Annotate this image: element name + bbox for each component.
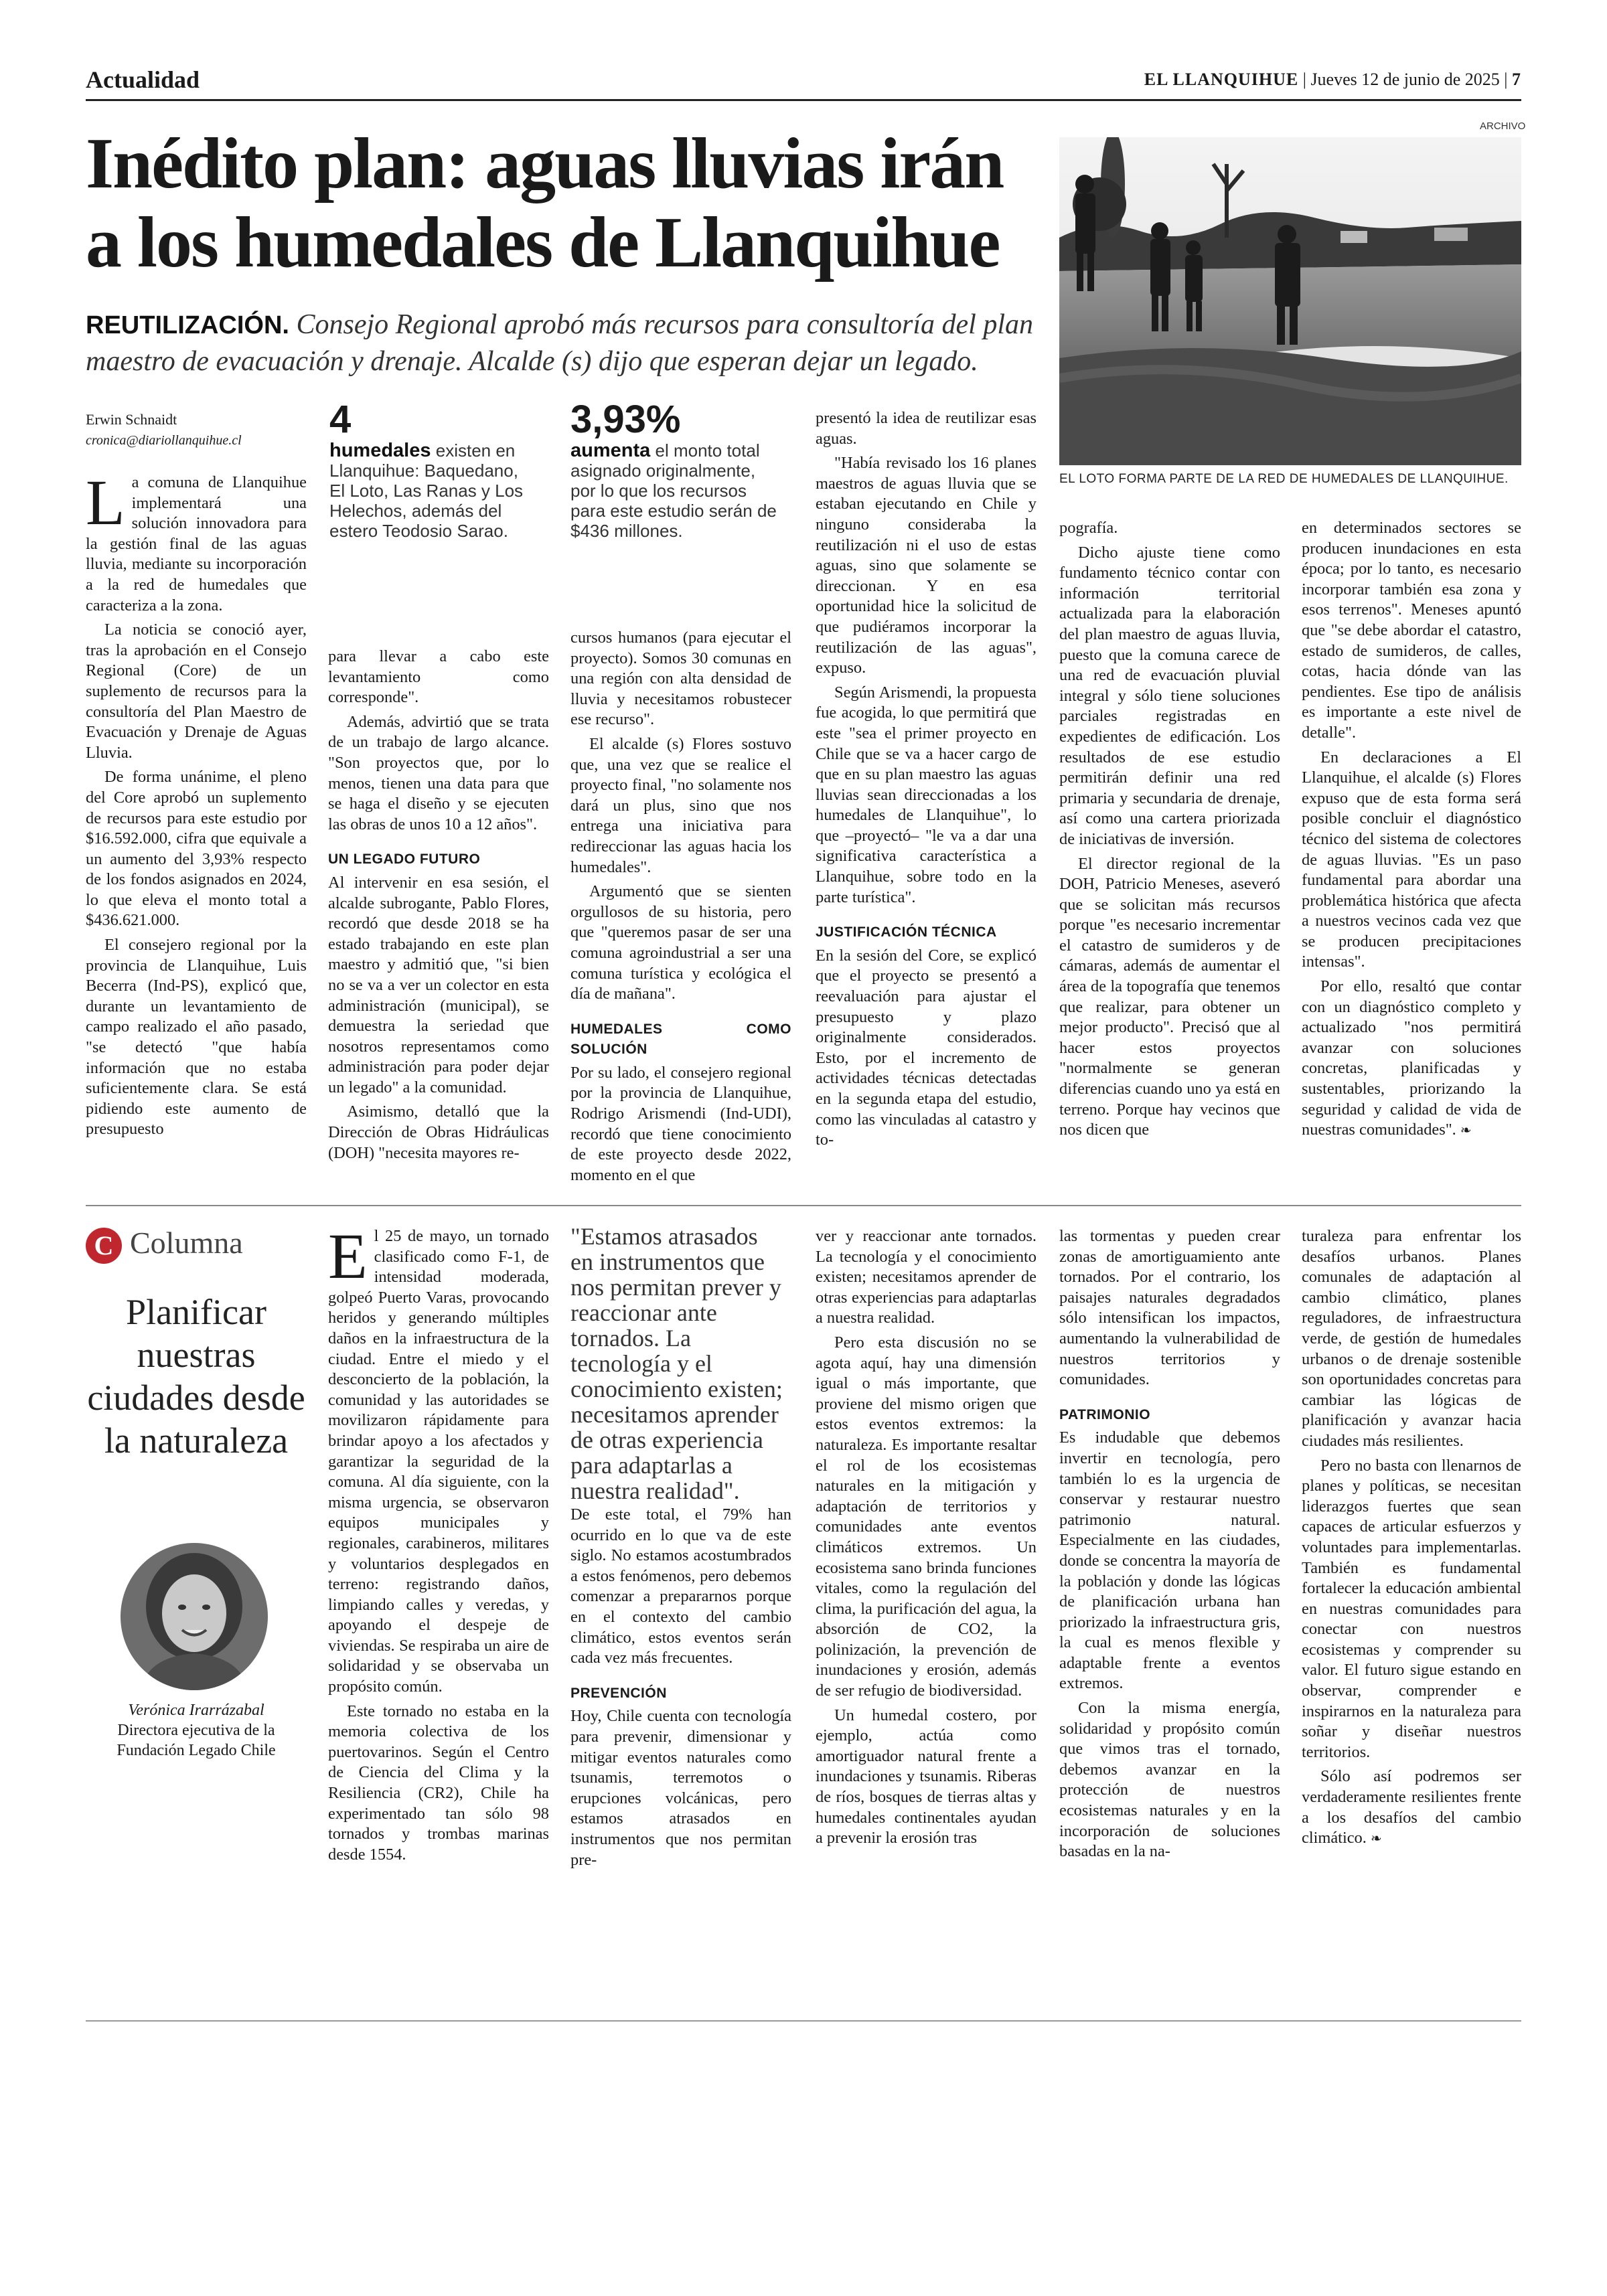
fact-body: el monto total asignado originalmente, por lo que los recursos para este estudio serán de $436 millones. — [570, 440, 777, 541]
article-column-2 — [328, 647, 549, 1167]
paper-name: EL LLANQUIHUE — [1144, 70, 1299, 89]
subhead: PREVENCIÓN — [570, 1685, 667, 1701]
fact-number: 4 — [329, 398, 352, 441]
article-column-5 — [1059, 518, 1280, 1145]
paragraph: para llevar a cabo este levantamiento como corresponde". — [328, 647, 549, 707]
paragraph: Además, advirtió que se trata de un trabajo de largo alcance. "Son proyectos que, por lo menos, tienen una data para que se haga el diseño y se ejecuten las obras de unos 10 a 12 años". — [328, 712, 549, 833]
lead-paragraph — [328, 1220, 549, 1698]
paragraph: Argumentó que se sienten orgullosos de su historia, pero que "queremos pasar de ser una comuna agroindustrial a ser una comuna turística y ecológica el día de mañana". — [570, 882, 791, 1003]
author-avatar — [121, 1543, 268, 1690]
article-column-6 — [1302, 518, 1521, 1145]
paragraph: Hoy, Chile cuenta con tecnología para prevenir, dimensionar y mitigar eventos naturales como tsunamis, terremotos o erupciones volcánicas, pero estamos atrasados en instrumentos que nos permitan pre- — [570, 1707, 791, 1869]
paragraph: en determinados sectores se producen inundaciones en esta época; por lo tanto, es necesario incorporar también esa zona y esos terrenos". Meneses apuntó que "se debe abordar el catastro, estado de sumideros, de calles, cotas, hacia dónde van las pendientes. Ese tipo de análisis es importante a este nivel de detalle". — [1302, 519, 1521, 742]
paragraph: Pero no basta con llenarnos de planes y políticas, se necesitan liderazgos fuertes que sean capaces de articular esfuerzos y voluntades para implementarlas. También es fundamental fortalecer la educación ambiental en nuestras comunidades para conectar con nuestros ecosistemas y comprender su valor. El futuro sigue estando en observar, comprender e inspirarnos en la naturaleza para soñar y diseñar nuestros territorios. — [1302, 1456, 1521, 1761]
fact-box-2 — [570, 399, 778, 541]
paragraph-text: Sólo así podremos ser verdaderamente resilientes frente a los desafíos del cambio climático. — [1302, 1767, 1521, 1848]
paragraph: presentó la idea de reutilizar esas aguas. — [816, 409, 1037, 448]
end-mark-icon: ❧ — [1370, 1830, 1382, 1847]
section-divider — [86, 1205, 1521, 1206]
fact-box-1 — [329, 399, 537, 541]
photo-caption: EL LOTO FORMA PARTE DE LA RED DE HUMEDALES DE LLANQUIHUE. — [1059, 472, 1509, 486]
photo-credit: ARCHIVO — [1480, 120, 1526, 132]
paragraph: Con la misma energía, solidaridad y propósito común que vimos tras el tornado, debemos avanzar en la protección de nuestros ecosistemas naturales y en la incorporación de soluciones basadas en la na- — [1059, 1699, 1280, 1861]
paragraph: ver y reaccionar ante tornados. La tecnología y el conocimiento existen; necesitamos aprender de otras experiencias para adaptarlas a nuestra realidad. — [816, 1227, 1037, 1327]
issue-date: Jueves 12 de junio de 2025 — [1310, 70, 1500, 89]
byline-name: Erwin Schnaidt — [86, 411, 177, 428]
column-title: Planificar nuestras ciudades desde la naturaleza — [87, 1292, 305, 1461]
fact-text — [329, 440, 537, 541]
author-name: Verónica Irarrázabal — [128, 1702, 264, 1719]
paragraph-text: a comuna de Llanquihue implementará una solución innovadora para la gestión final de las aguas lluvia, mediante su incorporación a la red de humedales que caracteriza a la zona. — [86, 473, 307, 614]
paragraph: Por su lado, el consejero regional por la provincia de Llanquihue, Rodrigo Arismendi (Ind-UDI), recordó que tiene conocimiento de este proyecto desde 2022, momento en el que — [570, 1063, 791, 1184]
paragraph: Es indudable que debemos invertir en tecnología, pero también lo es la urgencia de conservar y restaurar nuestro patrimonio natural. Especialmente en las ciudades, donde se concentra la mayoría de la población y donde las lógicas de planificación urbana han priorizado la infraestructura gris, la cual es menos flexible y adaptable frente a eventos extremos. — [1059, 1428, 1280, 1693]
author-role: Directora ejecutiva de la Fundación Legado Chile — [117, 1722, 276, 1759]
subhead: JUSTIFICACIÓN TÉCNICA — [816, 924, 997, 940]
paragraph: El alcalde (s) Flores sostuvo que, una vez que se realice el proyecto final, "no solamente nos dará un plus, sino que nos entrega una iniciativa para redireccionar las aguas hacia los humedales". — [570, 734, 791, 876]
column-col-5 — [1302, 1226, 1521, 1853]
paragraph: Este tornado no estaba en la memoria colectiva de los puertovarinos. Según el Centro de Ciencia del Clima y la Resiliencia (CR2), Chile ha experimentado tan sólo 98 tornados y trombas marinas desde 1554. — [328, 1702, 549, 1864]
end-mark-icon: ❧ — [1460, 1122, 1472, 1139]
fact-number: 3,93% — [570, 398, 681, 441]
subhead: UN LEGADO FUTURO — [328, 851, 481, 868]
paragraph — [1302, 977, 1521, 1141]
fact-lead: aumenta — [570, 440, 651, 461]
header-rule — [86, 99, 1521, 101]
footer-rule — [86, 2020, 1521, 2022]
column-col-4 — [1059, 1226, 1280, 1866]
paragraph-text: Por ello, resaltó que contar con un diagnóstico completo y actualizado "nos permitirá avanzar con soluciones concretas, planificadas y sustentables, priorizando la seguridad y calidad de vida de nuestras comunidades". — [1302, 977, 1521, 1139]
paragraph: Pero esta discusión no se agota aquí, hay una dimensión igual o más importante, que proviene del mismo origen que estos eventos extremos: la naturaleza. Es importante resaltar el rol de los ecosistemas naturales en la mitigación y adaptación de territorios y comunidades ante eventos climáticos extremos. Un ecosistema sano brinda funciones vitales, como la regulación del clima, la purificación del agua, la absorción de CO2, la polinización, la prevención de inundaciones y erosión, además de ser refugio de biodiversidad. — [816, 1333, 1037, 1700]
headline: Inédito plan: aguas lluvias irán a los humedales de Llanquihue — [86, 124, 1004, 282]
paragraph: De este total, el 79% han ocurrido en lo que va de este siglo. No estamos acostumbrados a estos fenómenos, pero debemos comenzar a prepararnos porque en el contexto del cambio climático, estos eventos serán cada vez más frecuentes. — [570, 1505, 791, 1667]
column-col-2 — [570, 1505, 791, 1874]
paragraph — [1302, 1767, 1521, 1848]
masthead-sep: | — [1504, 70, 1512, 89]
column-label-text: Columna — [130, 1226, 243, 1260]
paragraph-text: l 25 de mayo, un tornado clasificado como F-1, de intensidad moderada, golpeó Puerto Varas, provocando heridos y generando múltiples daños en la infraestructura de la ciudad. Entre el miedo y el desconcierto de la población, la comunidad y las autoridades se movilizaron rápidamente para brindar apoyo a los afectados y garantizar la seguridad de la comuna. Al día siguiente, con la misma urgencia, se observaron equipos municipales y regionales, carabineros, militares y voluntarios desplegados en terreno: registrando daños, limpiando calles y veredas, y apoyando el despeje de viviendas. Se respiraba un aire de solidaridad y se observaba un propósito común. — [328, 1227, 549, 1696]
subhead: HUMEDALES COMO SOLUCIÓN — [570, 1021, 791, 1058]
paragraph: turaleza para enfrentar los desafíos urbanos. Planes comunales de adaptación al cambio climático, planes reguladores, de infraestructura verde, de gestión de humedales urbanos o de drenaje sostenible son oportunidades concretas para cambiar las lógicas de planificación y avanzar hacia ciudades más resilientes. — [1302, 1227, 1521, 1450]
byline-email: cronica@diariollanquihue.cl — [86, 433, 242, 448]
paragraph: El director regional de la DOH, Patricio Meneses, aseveró que se solicitan más recursos porque "es necesario incrementar el catastro de sumideros y de cámaras, además de aumentar el área de la topografía que tenemos que realizar, para obtener un mejor producto". Precisó que al hacer estos proyectos "normalmente se generan diferencias cuando uno ya está en terreno. Porque hay vecinos que nos dicen que — [1059, 854, 1280, 1139]
paragraph: En la sesión del Core, se explicó que el proyecto se presentó a reevaluación para ajustar el presupuesto y plazo originalmente considerados. Esto, por el incremento de actividades técnicas detectadas en la segunda etapa del estudio, como las vinculadas al catastro y to- — [816, 946, 1037, 1149]
masthead-sep: | — [1302, 70, 1311, 89]
paragraph: Al intervenir en esa sesión, el alcalde subrogante, Pablo Flores, recordó que desde 2018 se ha estado trabajando en este plan maestro y admitió que, "si bien no se va a ver un colector en esta administración (municipal), se demuestra la seriedad que nosotros representamos como administración para poder dejar un legado" a la comunidad. — [328, 873, 549, 1096]
paragraph: El consejero regional por la provincia de Llanquihue, Luis Becerra (Ind-PS), explicó que, durante un levantamiento de campo realizado el año pasado, "se detectó "que había información que no estaba suficientemente clara. Se está pidiendo este aumento de presupuesto — [86, 936, 307, 1139]
kicker: REUTILIZACIÓN. — [86, 311, 289, 339]
paragraph: De forma unánime, el pleno del Core aprobó un suplemento de recursos para este estudio por $16.592.000, cifra que equivale a un aumento del 3,93% respecto de los fondos asignados en 2024, lo que eleva el monto total a $436.621.000. — [86, 768, 307, 930]
article-column-1 — [86, 467, 307, 1144]
paragraph: La noticia se conoció ayer, tras la aprobación en el Consejo Regional (Core) de un suplemento de recursos para la consultoría del Plan Maestro de Evacuación y Drenaje de Aguas Lluvia. — [86, 621, 307, 762]
fact-lead: humedales — [329, 440, 431, 461]
deck-text: Consejo Regional aprobó más recursos para consultoría del plan maestro de evacuación y drenaje. Alcalde (s) dijo que esperan dejar un legado. — [86, 309, 1034, 377]
paragraph: Según Arismendi, la propuesta fue acogida, lo que permitirá que este "sea el primer proyecto en Chile que se va a hacer cargo de que en su plan maestro las aguas lluvias sean direccionadas a los humedales de Llanquihue", lo que –proyectó– "le va a dar una significativa característica a Llanquihue, sobre todo en la parte turística". — [816, 683, 1037, 906]
article-column-4 — [816, 408, 1037, 1155]
pull-quote: "Estamos atrasados en instrumentos que nos permitan prever y reaccionar ante tornados. La tecnología y el conocimiento existen; necesitamos aprender de otras experiencia para adaptarlas a nuestra realidad". — [570, 1223, 783, 1504]
column-col-3 — [816, 1226, 1037, 1853]
column-badge-icon: C — [86, 1228, 122, 1264]
subhead: PATRIMONIO — [1059, 1406, 1151, 1422]
article-column-3 — [570, 628, 791, 1190]
paragraph: cursos humanos (para ejecutar el proyecto). Somos 30 comunas en una región con alta densidad de lluvia y necesitamos robustecer ese recurso". — [570, 629, 791, 729]
fact-body: existen en Llanquihue: Baquedano, El Loto, Las Ranas y Los Helechos, además del estero Teodosio Sarao. — [329, 440, 524, 541]
paragraph: Un humedal costero, por ejemplo, actúa como amortiguador natural frente a inundaciones y tsunamis. Riberas de ríos, bosques de tierras altas y humedales continentales ayudan a prevenir la erosión tras — [816, 1706, 1037, 1848]
column-col-1 — [328, 1220, 549, 1869]
masthead — [1144, 70, 1521, 90]
column-label — [86, 1225, 243, 1264]
paragraph: Asimismo, detalló que la Dirección de Obras Hidráulicas (DOH) "necesita mayores re- — [328, 1102, 549, 1162]
paragraph: En declaraciones a El Llanquihue, el alcalde (s) Flores expuso que de esta forma será posible concluir el diagnóstico técnico del sistema de colectores de aguas lluvias. "Es un paso fundamental para abordar una problemática histórica que afecta a nuestros vecinos cada vez que se producen precipitaciones intensas". — [1302, 748, 1521, 971]
drop-cap: L — [86, 467, 125, 538]
byline — [86, 410, 266, 450]
page-number: 7 — [1512, 70, 1521, 89]
paragraph: pografía. — [1059, 519, 1118, 537]
author-portrait-illustration — [121, 1543, 268, 1690]
deck — [86, 307, 1037, 380]
paragraph: "Había revisado los 16 planes maestros de aguas lluvia que se estaban ejecutando en Chile y ninguno consideraba la reutilización ni el uso de estas aguas, sino que solamente se direccionan. Y en esa oportunidad hice la solicitud de que pudiéramos incorporar la reutilización de las aguas", expuso. — [816, 454, 1037, 677]
drop-cap: E — [328, 1220, 368, 1292]
author-block — [86, 1700, 307, 1760]
wetland-photo-illustration — [1059, 137, 1521, 465]
section-label: Actualidad — [86, 66, 200, 93]
lead-paragraph — [86, 467, 307, 616]
fact-text — [570, 440, 778, 541]
paragraph: Dicho ajuste tiene como fundamento técnico contar con información territorial actualizada para la elaboración del plan maestro de aguas lluvia, puesto que la comuna carece de una red de evacuación pluvial integral y sólo tiene soluciones parciales registradas en expedientes de edificación. Los resultados de ese estudio permitirán definir una red primaria y secundaria de drenaje, así como una cartera priorizada de iniciativas de inversión. — [1059, 543, 1280, 848]
paragraph: las tormentas y pueden crear zonas de amortiguamiento ante tornados. Por el contrario, los paisajes naturales degradados sólo intensifican los impactos, aumentando la vulnerabilidad de nuestros territorios y comunidades. — [1059, 1227, 1280, 1389]
wetland-photo — [1059, 137, 1521, 465]
